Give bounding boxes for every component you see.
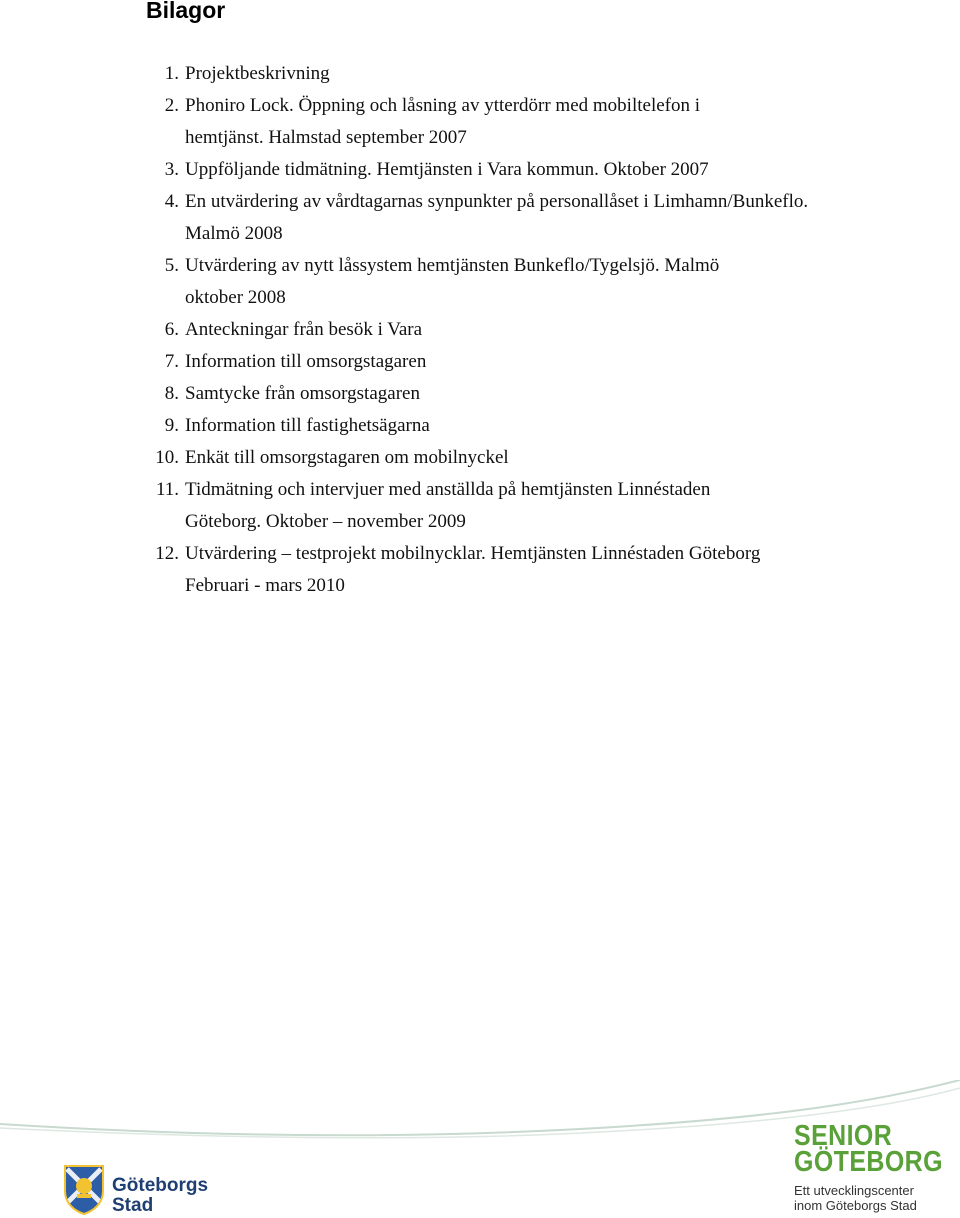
- attachment-title-line: Utvärdering – testprojekt mobilnycklar. Hemtjänsten Linnéstaden Göteborg: [185, 543, 761, 564]
- attachment-number: 9.: [164, 415, 179, 436]
- attachment-number: 8.: [164, 383, 179, 404]
- attachment-item: [140, 186, 900, 250]
- attachment-number: 3.: [164, 159, 179, 180]
- senior-logo-line4: inom Göteborgs Stad: [794, 1198, 917, 1213]
- attachment-title-line: Uppföljande tidmätning. Hemtjänsten i Vara kommun. Oktober 2007: [185, 159, 709, 180]
- attachment-item: [140, 442, 900, 474]
- attachment-number: 7.: [164, 351, 179, 372]
- attachment-title-line: Information till fastighetsägarna: [185, 415, 430, 436]
- attachment-item: [140, 378, 900, 410]
- attachment-title: [179, 346, 900, 378]
- attachment-number: 11.: [155, 479, 179, 500]
- page-heading: Bilagor: [146, 0, 226, 23]
- attachment-title-line: Tidmätning och intervjuer med anställda på hemtjänsten Linnéstaden: [185, 479, 711, 500]
- attachment-title: [179, 442, 900, 474]
- senior-logo-line2: GÖTEBORG: [794, 1146, 943, 1178]
- attachment-item: [140, 314, 900, 346]
- attachment-item: [140, 90, 900, 154]
- attachment-number: 2.: [164, 95, 179, 116]
- attachment-item: [140, 154, 900, 186]
- attachment-title: [179, 538, 900, 602]
- attachment-list: [140, 58, 900, 602]
- attachment-title: [179, 250, 900, 314]
- gbg-logo-line1: Göteborgs: [112, 1175, 209, 1196]
- attachment-title-line: Utvärdering av nytt låssystem hemtjänsten Bunkeflo/Tygelsjö. Malmö: [185, 255, 720, 276]
- senior-goteborg-logo: [794, 1120, 944, 1218]
- attachment-title-line: En utvärdering av vårdtagarnas synpunkter på personallåset i Limhamn/Bunkeflo.: [185, 191, 809, 212]
- attachment-title-line: hemtjänst. Halmstad september 2007: [185, 127, 467, 148]
- attachment-title-line: Information till omsorgstagaren: [185, 351, 427, 372]
- attachment-title-line: Enkät till omsorgstagaren om mobilnyckel: [185, 447, 509, 468]
- attachment-number: 10.: [155, 447, 179, 468]
- attachment-title: [179, 410, 900, 442]
- attachment-title-line: oktober 2008: [185, 287, 286, 308]
- attachment-title: [179, 314, 900, 346]
- attachment-title-line: Göteborg. Oktober – november 2009: [185, 511, 466, 532]
- attachment-title: [179, 58, 900, 90]
- attachment-number: 1.: [164, 63, 179, 84]
- goteborg-crest-icon: [62, 1163, 106, 1215]
- attachment-item: [140, 346, 900, 378]
- attachment-title-line: Februari - mars 2010: [185, 575, 345, 596]
- attachment-title: [179, 474, 900, 538]
- attachment-number: 12.: [155, 543, 179, 564]
- attachment-title: [179, 90, 900, 154]
- attachment-item: [140, 410, 900, 442]
- senior-logo-line1: SENIOR: [794, 1120, 893, 1152]
- attachment-item: [140, 58, 900, 90]
- attachment-title: [179, 378, 900, 410]
- attachment-title-line: Projektbeskrivning: [185, 63, 330, 84]
- attachment-title: [179, 154, 900, 186]
- attachment-number: 6.: [164, 319, 179, 340]
- attachment-title: [179, 186, 900, 250]
- attachment-title-line: Malmö 2008: [185, 223, 283, 244]
- attachment-item: [140, 250, 900, 314]
- attachment-title-line: Anteckningar från besök i Vara: [185, 319, 423, 340]
- goteborgs-stad-logo: [62, 1163, 222, 1218]
- attachment-title-line: Samtycke från omsorgstagaren: [185, 383, 420, 404]
- attachment-item: [140, 474, 900, 538]
- attachment-item: [140, 538, 900, 602]
- attachment-number: 5.: [164, 255, 179, 276]
- attachment-number: 4.: [164, 191, 179, 212]
- gbg-logo-line2: Stad: [112, 1195, 154, 1216]
- senior-logo-line3: Ett utvecklingscenter: [794, 1183, 914, 1198]
- attachment-title-line: Phoniro Lock. Öppning och låsning av ytterdörr med mobiltelefon i: [185, 95, 701, 116]
